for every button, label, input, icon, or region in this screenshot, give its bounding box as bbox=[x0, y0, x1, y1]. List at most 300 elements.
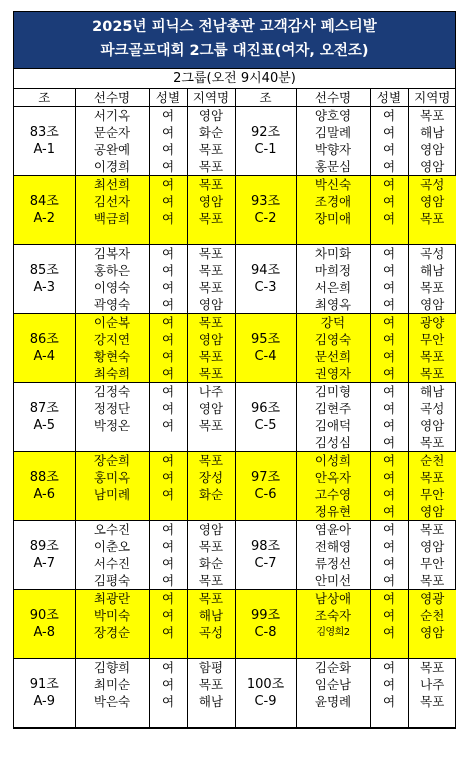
group-code: C-5 bbox=[235, 417, 296, 434]
player-name: 오수진 bbox=[75, 521, 149, 539]
player-row bbox=[14, 383, 456, 401]
player-name: 조숙자 bbox=[296, 607, 370, 624]
player-gender: 여 bbox=[149, 693, 187, 710]
player-gender: 여 bbox=[149, 572, 187, 590]
player-name: 김영숙 bbox=[296, 331, 370, 348]
player-name: 김성심 bbox=[296, 434, 370, 452]
player-row bbox=[14, 555, 456, 572]
player-region: 영암 bbox=[187, 521, 235, 539]
player-gender: 여 bbox=[149, 296, 187, 314]
player-gender: 여 bbox=[370, 176, 408, 194]
header-region-right: 지역명 bbox=[408, 89, 456, 107]
bracket-body bbox=[14, 107, 456, 728]
player-gender: 여 bbox=[370, 469, 408, 486]
player-gender: 여 bbox=[370, 659, 408, 677]
group-cell bbox=[235, 590, 296, 608]
player-region: 해남 bbox=[408, 124, 456, 141]
player-gender: 여 bbox=[149, 210, 187, 227]
player-row bbox=[14, 676, 456, 693]
header-name-left: 선수명 bbox=[75, 89, 149, 107]
player-gender bbox=[149, 227, 187, 245]
player-name: 백금희 bbox=[75, 210, 149, 227]
group-cell bbox=[235, 383, 296, 401]
player-name: 김애덕 bbox=[296, 417, 370, 434]
player-name bbox=[296, 641, 370, 659]
group-number: 86조 bbox=[14, 331, 75, 348]
player-name: 염윤아 bbox=[296, 521, 370, 539]
player-gender bbox=[149, 434, 187, 452]
player-name: 홍문심 bbox=[296, 158, 370, 176]
group-number: 93조 bbox=[235, 193, 296, 210]
player-name: 류정선 bbox=[296, 555, 370, 572]
player-name: 조경애 bbox=[296, 193, 370, 210]
player-row bbox=[14, 710, 456, 728]
group-cell bbox=[235, 296, 296, 314]
group-code: C-8 bbox=[235, 624, 296, 641]
player-gender: 여 bbox=[370, 555, 408, 572]
player-region: 목포 bbox=[408, 279, 456, 296]
player-region: 목포 bbox=[408, 521, 456, 539]
group-code: A-5 bbox=[33, 418, 56, 433]
player-gender: 여 bbox=[149, 624, 187, 641]
player-name: 이순복 bbox=[75, 314, 149, 332]
bracket-table bbox=[14, 89, 456, 728]
player-name: 차미화 bbox=[296, 245, 370, 263]
group-cell bbox=[14, 659, 75, 677]
player-gender bbox=[149, 710, 187, 728]
player-name: 김말례 bbox=[296, 124, 370, 141]
player-name: 정정단 bbox=[75, 400, 149, 417]
player-name: 김평숙 bbox=[75, 572, 149, 590]
player-region: 해남 bbox=[187, 607, 235, 624]
player-row bbox=[14, 141, 456, 158]
player-name: 문순자 bbox=[75, 124, 149, 141]
group-cell bbox=[14, 521, 75, 539]
player-row bbox=[14, 227, 456, 245]
player-gender: 여 bbox=[149, 314, 187, 332]
player-row bbox=[14, 210, 456, 227]
player-gender: 여 bbox=[149, 107, 187, 125]
player-name: 김순화 bbox=[296, 659, 370, 677]
group-cell bbox=[235, 227, 296, 245]
player-region: 곡성 bbox=[408, 400, 456, 417]
player-region: 화순 bbox=[187, 555, 235, 572]
player-name: 장순희 bbox=[75, 452, 149, 470]
player-region bbox=[187, 503, 235, 521]
player-row bbox=[14, 124, 456, 141]
player-gender bbox=[149, 641, 187, 659]
player-region bbox=[408, 227, 456, 245]
player-gender: 여 bbox=[149, 469, 187, 486]
group-cell bbox=[14, 572, 75, 590]
player-name: 최미순 bbox=[75, 676, 149, 693]
player-name: 박향자 bbox=[296, 141, 370, 158]
player-row bbox=[14, 400, 456, 417]
player-region: 영암 bbox=[187, 331, 235, 348]
group-number: 99조 bbox=[235, 607, 296, 624]
group-cell bbox=[235, 158, 296, 176]
player-region: 영암 bbox=[408, 503, 456, 521]
player-region: 목포 bbox=[187, 262, 235, 279]
player-row bbox=[14, 279, 456, 296]
player-region: 목포 bbox=[408, 693, 456, 710]
player-gender: 여 bbox=[370, 331, 408, 348]
player-name: 이영숙 bbox=[75, 279, 149, 296]
player-name: 강지연 bbox=[75, 331, 149, 348]
player-gender: 여 bbox=[149, 279, 187, 296]
player-gender bbox=[149, 503, 187, 521]
player-row bbox=[14, 607, 456, 624]
group-code: C-6 bbox=[235, 486, 296, 503]
player-region: 순천 bbox=[408, 607, 456, 624]
player-region bbox=[187, 434, 235, 452]
player-region: 영광 bbox=[408, 590, 456, 608]
player-region bbox=[187, 641, 235, 659]
player-name: 권영자 bbox=[296, 365, 370, 383]
player-name bbox=[75, 641, 149, 659]
player-row bbox=[14, 296, 456, 314]
player-name: 김영희2 bbox=[296, 624, 370, 641]
player-region: 목포 bbox=[187, 314, 235, 332]
player-name bbox=[75, 434, 149, 452]
player-region: 해남 bbox=[408, 262, 456, 279]
player-gender: 여 bbox=[370, 521, 408, 539]
player-gender: 여 bbox=[149, 262, 187, 279]
player-gender: 여 bbox=[370, 365, 408, 383]
player-gender: 여 bbox=[149, 555, 187, 572]
group-number: 98조 bbox=[235, 538, 296, 555]
group-code: A-3 bbox=[33, 280, 56, 295]
player-gender: 여 bbox=[370, 693, 408, 710]
player-gender: 여 bbox=[370, 107, 408, 125]
player-gender: 여 bbox=[149, 486, 187, 503]
group-cell bbox=[235, 659, 296, 677]
player-gender: 여 bbox=[149, 176, 187, 194]
player-name: 남미례 bbox=[75, 486, 149, 503]
player-gender: 여 bbox=[149, 348, 187, 365]
player-region: 나주 bbox=[187, 383, 235, 401]
player-region: 목포 bbox=[187, 176, 235, 194]
group-cell bbox=[14, 314, 75, 332]
player-region: 목포 bbox=[187, 572, 235, 590]
group-cell bbox=[235, 245, 296, 263]
group-code: C-2 bbox=[235, 210, 296, 227]
player-row bbox=[14, 590, 456, 608]
player-row bbox=[14, 193, 456, 210]
group-code: C-7 bbox=[235, 555, 296, 572]
player-gender: 여 bbox=[370, 124, 408, 141]
group-code: C-3 bbox=[235, 279, 296, 296]
player-region: 목포 bbox=[187, 210, 235, 227]
player-name: 마희정 bbox=[296, 262, 370, 279]
player-region: 목포 bbox=[187, 245, 235, 263]
player-region: 목포 bbox=[187, 365, 235, 383]
player-gender: 여 bbox=[370, 314, 408, 332]
player-region: 곡성 bbox=[187, 624, 235, 641]
player-gender: 여 bbox=[370, 262, 408, 279]
player-gender: 여 bbox=[370, 400, 408, 417]
group-cell bbox=[235, 710, 296, 728]
group-number: 90조 bbox=[14, 607, 75, 624]
player-gender: 여 bbox=[149, 607, 187, 624]
group-cell bbox=[235, 107, 296, 125]
player-name: 최광란 bbox=[75, 590, 149, 608]
player-region bbox=[187, 710, 235, 728]
group-number: 91조 bbox=[29, 677, 59, 692]
player-row bbox=[14, 262, 456, 279]
player-region: 목포 bbox=[408, 469, 456, 486]
group-code: C-4 bbox=[235, 348, 296, 365]
player-region: 영암 bbox=[187, 107, 235, 125]
player-name: 이성희 bbox=[296, 452, 370, 470]
group-number: 87조 bbox=[29, 401, 59, 416]
player-region: 영암 bbox=[408, 538, 456, 555]
player-name: 김향희 bbox=[75, 659, 149, 677]
player-name bbox=[75, 503, 149, 521]
player-region: 무안 bbox=[408, 555, 456, 572]
player-name: 박은숙 bbox=[75, 693, 149, 710]
group-code: A-7 bbox=[33, 556, 56, 571]
player-gender: 여 bbox=[370, 348, 408, 365]
player-name: 홍하은 bbox=[75, 262, 149, 279]
player-region: 목포 bbox=[408, 659, 456, 677]
player-name bbox=[296, 710, 370, 728]
player-row bbox=[14, 348, 456, 365]
player-gender: 여 bbox=[149, 538, 187, 555]
player-name: 장경순 bbox=[75, 624, 149, 641]
player-row bbox=[14, 486, 456, 503]
player-region: 영암 bbox=[408, 624, 456, 641]
player-name: 정유현 bbox=[296, 503, 370, 521]
header-row bbox=[14, 89, 456, 107]
player-gender: 여 bbox=[149, 676, 187, 693]
player-row bbox=[14, 538, 456, 555]
player-gender: 여 bbox=[370, 624, 408, 641]
player-gender: 여 bbox=[370, 141, 408, 158]
group-cell bbox=[14, 158, 75, 176]
player-region: 광양 bbox=[408, 314, 456, 332]
player-row bbox=[14, 572, 456, 590]
player-name: 남상애 bbox=[296, 590, 370, 608]
player-gender: 여 bbox=[370, 590, 408, 608]
player-name: 박신숙 bbox=[296, 176, 370, 194]
group-code: C-1 bbox=[235, 141, 296, 158]
player-name: 최숙희 bbox=[75, 365, 149, 383]
header-group-left: 조 bbox=[14, 89, 75, 107]
title-banner bbox=[14, 12, 455, 69]
player-region: 무안 bbox=[408, 486, 456, 503]
player-region: 목포 bbox=[187, 279, 235, 296]
player-gender: 여 bbox=[370, 486, 408, 503]
group-cell bbox=[14, 641, 75, 659]
header-group-right: 조 bbox=[235, 89, 296, 107]
player-gender: 여 bbox=[149, 659, 187, 677]
player-row bbox=[14, 452, 456, 470]
player-region: 영암 bbox=[408, 158, 456, 176]
group-code: C-9 bbox=[235, 693, 296, 710]
player-gender: 여 bbox=[370, 572, 408, 590]
player-region: 목포 bbox=[187, 452, 235, 470]
player-row bbox=[14, 434, 456, 452]
group-cell bbox=[235, 176, 296, 194]
player-gender: 여 bbox=[370, 452, 408, 470]
player-row bbox=[14, 365, 456, 383]
player-gender: 여 bbox=[149, 158, 187, 176]
player-gender: 여 bbox=[370, 538, 408, 555]
group-code: A-4 bbox=[14, 348, 75, 365]
player-region: 곡성 bbox=[408, 245, 456, 263]
player-name: 박정온 bbox=[75, 417, 149, 434]
player-row bbox=[14, 331, 456, 348]
player-gender: 여 bbox=[149, 124, 187, 141]
title-line-2: 파크골프대회 2그룹 대진표(여자, 오전조) bbox=[100, 43, 369, 59]
player-name: 홍미옥 bbox=[75, 469, 149, 486]
player-name: 안미선 bbox=[296, 572, 370, 590]
group-code: A-9 bbox=[33, 694, 56, 709]
player-gender: 여 bbox=[370, 503, 408, 521]
group-subtitle: 2그룹(오전 9시40분) bbox=[14, 69, 455, 89]
group-cell bbox=[235, 365, 296, 383]
group-number: 95조 bbox=[235, 331, 296, 348]
player-name: 김미형 bbox=[296, 383, 370, 401]
player-gender: 여 bbox=[370, 245, 408, 263]
player-region: 해남 bbox=[187, 693, 235, 710]
group-code: A-1 bbox=[33, 142, 56, 157]
player-region: 목포 bbox=[408, 107, 456, 125]
player-row bbox=[14, 245, 456, 263]
player-name bbox=[75, 227, 149, 245]
player-row bbox=[14, 176, 456, 194]
player-name: 박미숙 bbox=[75, 607, 149, 624]
group-number: 96조 bbox=[235, 400, 296, 417]
player-gender bbox=[370, 227, 408, 245]
player-name: 안옥자 bbox=[296, 469, 370, 486]
player-name: 김현주 bbox=[296, 400, 370, 417]
player-name: 이경희 bbox=[75, 158, 149, 176]
player-name: 서은희 bbox=[296, 279, 370, 296]
player-name: 임순남 bbox=[296, 676, 370, 693]
player-region: 목포 bbox=[187, 141, 235, 158]
player-gender: 여 bbox=[149, 417, 187, 434]
player-region: 영암 bbox=[187, 193, 235, 210]
group-cell bbox=[14, 176, 75, 194]
player-gender: 여 bbox=[370, 279, 408, 296]
player-gender: 여 bbox=[149, 193, 187, 210]
player-region: 영암 bbox=[187, 296, 235, 314]
player-row bbox=[14, 624, 456, 641]
player-name: 곽영숙 bbox=[75, 296, 149, 314]
player-region: 곡성 bbox=[408, 176, 456, 194]
player-gender: 여 bbox=[370, 607, 408, 624]
group-number: 83조 bbox=[29, 125, 59, 140]
player-row bbox=[14, 107, 456, 125]
player-gender bbox=[370, 641, 408, 659]
group-cell bbox=[235, 452, 296, 470]
group-cell bbox=[14, 503, 75, 521]
header-gender-left: 성별 bbox=[149, 89, 187, 107]
group-code: A-2 bbox=[14, 210, 75, 227]
player-region: 목포 bbox=[187, 348, 235, 365]
header-gender-right: 성별 bbox=[370, 89, 408, 107]
player-name: 최영옥 bbox=[296, 296, 370, 314]
player-row bbox=[14, 158, 456, 176]
player-gender: 여 bbox=[149, 245, 187, 263]
player-name bbox=[75, 710, 149, 728]
group-cell bbox=[14, 245, 75, 263]
group-number: 100조 bbox=[235, 676, 296, 693]
player-gender: 여 bbox=[370, 417, 408, 434]
player-gender: 여 bbox=[370, 676, 408, 693]
player-name: 양호영 bbox=[296, 107, 370, 125]
header-region-left: 지역명 bbox=[187, 89, 235, 107]
player-gender: 여 bbox=[370, 434, 408, 452]
player-region: 목포 bbox=[187, 676, 235, 693]
player-region: 목포 bbox=[408, 434, 456, 452]
group-number: 97조 bbox=[235, 469, 296, 486]
player-region: 영암 bbox=[187, 400, 235, 417]
player-region: 화순 bbox=[187, 486, 235, 503]
player-gender: 여 bbox=[149, 365, 187, 383]
player-gender: 여 bbox=[370, 383, 408, 401]
group-code: A-8 bbox=[14, 624, 75, 641]
player-gender: 여 bbox=[149, 521, 187, 539]
group-code: A-6 bbox=[14, 486, 75, 503]
player-gender: 여 bbox=[149, 452, 187, 470]
player-gender: 여 bbox=[370, 193, 408, 210]
player-name: 서수진 bbox=[75, 555, 149, 572]
group-cell bbox=[235, 572, 296, 590]
player-region: 무안 bbox=[408, 331, 456, 348]
player-name: 강덕 bbox=[296, 314, 370, 332]
player-gender: 여 bbox=[370, 210, 408, 227]
group-number: 92조 bbox=[235, 124, 296, 141]
group-cell bbox=[14, 710, 75, 728]
player-region: 목포 bbox=[187, 538, 235, 555]
group-cell bbox=[14, 296, 75, 314]
group-cell bbox=[14, 107, 75, 125]
player-name: 문선희 bbox=[296, 348, 370, 365]
player-row bbox=[14, 521, 456, 539]
group-cell bbox=[235, 521, 296, 539]
group-cell bbox=[235, 314, 296, 332]
player-region: 목포 bbox=[408, 572, 456, 590]
group-number: 88조 bbox=[14, 469, 75, 486]
player-gender bbox=[370, 710, 408, 728]
player-name: 김정숙 bbox=[75, 383, 149, 401]
player-row bbox=[14, 469, 456, 486]
player-name: 최선희 bbox=[75, 176, 149, 194]
player-gender: 여 bbox=[149, 383, 187, 401]
player-region: 함평 bbox=[187, 659, 235, 677]
header-name-right: 선수명 bbox=[296, 89, 370, 107]
player-name: 김선자 bbox=[75, 193, 149, 210]
player-row bbox=[14, 314, 456, 332]
player-gender: 여 bbox=[149, 141, 187, 158]
player-name: 고수영 bbox=[296, 486, 370, 503]
group-cell bbox=[14, 365, 75, 383]
player-name: 장미애 bbox=[296, 210, 370, 227]
group-cell bbox=[14, 590, 75, 608]
player-gender: 여 bbox=[370, 158, 408, 176]
player-gender: 여 bbox=[149, 400, 187, 417]
player-region: 영암 bbox=[408, 193, 456, 210]
group-cell bbox=[235, 503, 296, 521]
player-gender: 여 bbox=[370, 296, 408, 314]
player-row bbox=[14, 503, 456, 521]
player-region: 영암 bbox=[408, 417, 456, 434]
player-region bbox=[187, 227, 235, 245]
player-region: 목포 bbox=[187, 590, 235, 608]
